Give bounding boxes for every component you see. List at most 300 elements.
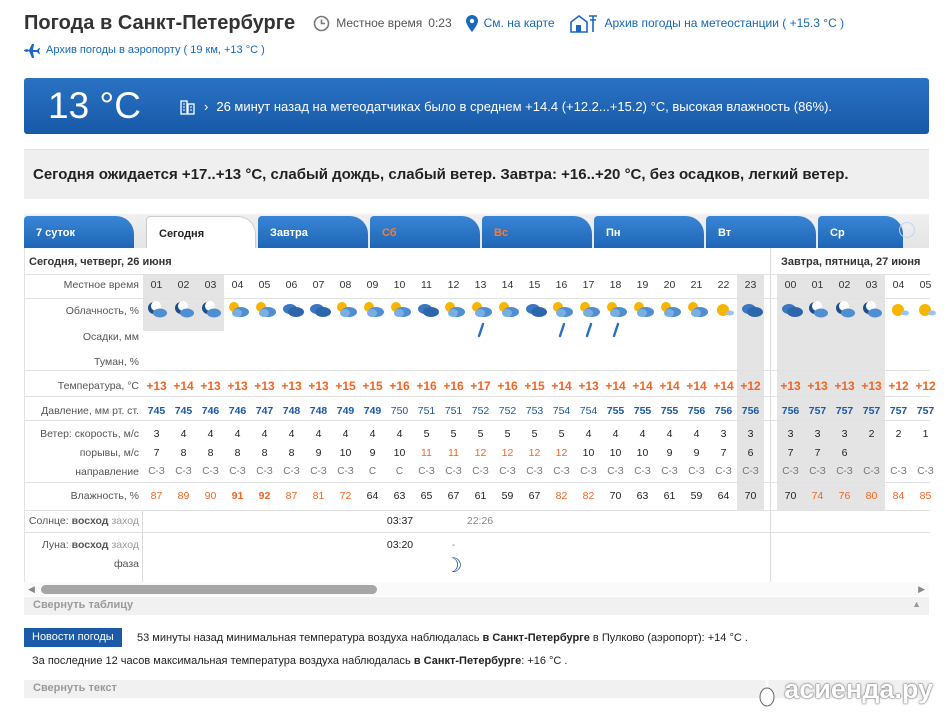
- weather-sun-partly-icon: [440, 300, 467, 320]
- weather-sun-partly-icon: [683, 300, 710, 320]
- humidity-cell: 63: [636, 490, 649, 502]
- hour-cell: 22: [717, 279, 730, 291]
- day-tabs: [24, 214, 929, 248]
- row-separator: [25, 482, 930, 483]
- sunrise-time: 03:37: [386, 515, 414, 527]
- direction-cell: С-З: [809, 466, 826, 477]
- hour-cell: 08: [339, 279, 352, 291]
- humidity-cell: 65: [420, 490, 433, 502]
- weather-sun-icon: [885, 300, 912, 320]
- label-sun: Солнце: восход заход: [28, 515, 139, 527]
- tab-5[interactable]: Пн: [594, 216, 704, 248]
- weather-moon-partly-icon: [170, 300, 197, 320]
- pressure-cell: 757: [889, 405, 908, 417]
- pressure-cell: 749: [336, 405, 355, 417]
- humidity-cell: 72: [339, 490, 352, 502]
- current-summary: 26 минут назад на метеодатчиках было в среднем +14.4 (+12.2...+15.2) °C, высокая влажность (86%).: [216, 98, 833, 114]
- gust-cell: 12: [474, 447, 487, 459]
- clock-icon: [313, 15, 330, 32]
- buildings-icon: [180, 98, 196, 114]
- collapse-up-icon: ▲: [912, 599, 921, 609]
- station-archive-wrap[interactable]: [569, 13, 845, 33]
- local-time-value: 0:23: [428, 16, 452, 30]
- hour-cell: 18: [609, 279, 622, 291]
- temp-cell: +13: [578, 379, 599, 393]
- humidity-cell: 84: [892, 490, 905, 502]
- weather-moon-partly-icon: [197, 300, 224, 320]
- direction-cell: С-З: [229, 466, 246, 477]
- gust-cell: 7: [814, 447, 821, 459]
- weather-sun-partly-icon: [332, 300, 359, 320]
- guitar-icon: [757, 675, 777, 707]
- hour-cell: 14: [501, 279, 514, 291]
- gust-cell: 8: [180, 447, 187, 459]
- direction-cell: С-З: [499, 466, 516, 477]
- humidity-cell: 82: [555, 490, 568, 502]
- table-scrollbar[interactable]: [24, 582, 929, 596]
- direction-cell: С-З: [634, 466, 651, 477]
- direction-cell: С-З: [553, 466, 570, 477]
- tab-3[interactable]: Сб: [370, 216, 480, 248]
- humidity-cell: 61: [474, 490, 487, 502]
- pressure-cell: 755: [633, 405, 652, 417]
- temp-cell: +14: [173, 379, 194, 393]
- collapse-text-label: Свернуть текст: [33, 682, 117, 694]
- current-temp: 13 °C: [48, 85, 141, 126]
- moon-phase-icon: ☽: [444, 555, 463, 577]
- direction-cell: С: [395, 466, 404, 477]
- humidity-cell: 87: [150, 490, 163, 502]
- wind-cell: 4: [342, 428, 349, 440]
- label-gusts: порывы, м/с: [79, 447, 139, 459]
- gust-cell: 12: [501, 447, 514, 459]
- gust-cell: 7: [153, 447, 160, 459]
- pressure-cell: 745: [174, 405, 193, 417]
- wind-cell: 4: [207, 428, 214, 440]
- tab-4[interactable]: Вс: [482, 216, 592, 248]
- hour-cell: 06: [285, 279, 298, 291]
- airport-archive[interactable]: [24, 43, 265, 57]
- direction-cell: С-З: [175, 466, 192, 477]
- temp-cell: +14: [551, 379, 572, 393]
- temp-cell: +16: [497, 379, 518, 393]
- row-separator: [25, 298, 930, 299]
- hour-cell: 09: [366, 279, 379, 291]
- label-time: Местное время: [63, 279, 139, 291]
- humidity-cell: 85: [919, 490, 932, 502]
- humidity-cell: 80: [865, 490, 878, 502]
- wind-cell: 5: [531, 428, 538, 440]
- direction-cell: С-З: [782, 466, 799, 477]
- weather-sun-partly-icon: [359, 300, 386, 320]
- humidity-cell: 70: [609, 490, 622, 502]
- humidity-cell: 87: [285, 490, 298, 502]
- gust-cell: 10: [339, 447, 352, 459]
- scrollbar-thumb[interactable]: [41, 585, 377, 594]
- humidity-cell: 67: [447, 490, 460, 502]
- weather-cloudy-icon: [305, 300, 332, 320]
- scroll-right-arrow-icon[interactable]: ▶: [918, 584, 925, 594]
- weather-moon-partly-icon: [143, 300, 170, 320]
- direction-cell: С-З: [917, 466, 934, 477]
- weather-moon-partly-icon: [858, 300, 885, 320]
- sunset-time: 22:26: [466, 515, 494, 527]
- wind-cell: 4: [369, 428, 376, 440]
- hour-cell: 02: [177, 279, 190, 291]
- label-phase: фаза: [113, 558, 139, 570]
- gust-cell: 10: [636, 447, 649, 459]
- temp-cell: +14: [605, 379, 626, 393]
- wind-cell: 4: [666, 428, 673, 440]
- rain-drop-icon: [467, 324, 494, 341]
- wind-cell: 5: [450, 428, 457, 440]
- tab-7[interactable]: Ср: [818, 216, 903, 248]
- wind-cell: 5: [558, 428, 565, 440]
- wind-cell: 5: [477, 428, 484, 440]
- humidity-cell: 70: [744, 490, 757, 502]
- tomorrow-label: Завтра, пятница, 27 июня: [781, 256, 921, 268]
- hour-cell: 16: [555, 279, 568, 291]
- gust-cell: 12: [555, 447, 568, 459]
- row-separator: [25, 510, 930, 511]
- direction-cell: С-З: [310, 466, 327, 477]
- wind-cell: 3: [814, 428, 821, 440]
- direction-cell: С: [368, 466, 377, 477]
- direction-cell: С-З: [445, 466, 462, 477]
- hour-cell: 11: [421, 279, 432, 291]
- temp-cell: +13: [308, 379, 329, 393]
- label-precip: Осадки, мм: [82, 331, 139, 343]
- weather-sun-partly-icon: [251, 300, 278, 320]
- weather-sun-partly-icon: [494, 300, 521, 320]
- tab-6[interactable]: Вт: [706, 216, 816, 248]
- label-wind: Ветер: скорость, м/с: [40, 428, 139, 440]
- label-dir: направление: [75, 466, 139, 478]
- pressure-cell: 757: [916, 405, 935, 417]
- row-separator: [25, 532, 930, 533]
- temp-cell: +13: [861, 379, 882, 393]
- wind-cell: 4: [612, 428, 619, 440]
- gust-cell: 8: [234, 447, 241, 459]
- weather-cloudy-icon: [737, 300, 764, 320]
- news-badge: Новости погоды: [24, 628, 122, 647]
- weather-cloudy-icon: [777, 300, 804, 320]
- humidity-cell: 63: [393, 490, 406, 502]
- rain-drop-icon: [575, 324, 602, 341]
- gust-cell: 8: [207, 447, 214, 459]
- humidity-cell: 59: [501, 490, 514, 502]
- gust-cell: 11: [448, 447, 459, 459]
- wind-cell: 4: [234, 428, 241, 440]
- humidity-cell: 89: [177, 490, 190, 502]
- temp-cell: +15: [335, 379, 356, 393]
- wind-cell: 3: [747, 428, 754, 440]
- forecast-summary: Сегодня ожидается +17..+13 °C, слабый дождь, слабый ветер. Завтра: +16..+20 °C, без осадков, легкий ветер.: [24, 149, 929, 199]
- airport-archive-link[interactable]: Архив погоды в аэропорту ( 19 км, +13 °C ): [46, 44, 265, 56]
- wind-cell: 4: [693, 428, 700, 440]
- direction-cell: С-З: [742, 466, 759, 477]
- pressure-cell: 753: [525, 405, 544, 417]
- wind-cell: 4: [315, 428, 322, 440]
- pressure-cell: 751: [417, 405, 436, 417]
- wind-cell: 4: [585, 428, 592, 440]
- pressure-cell: 756: [714, 405, 733, 417]
- hour-cell: 15: [528, 279, 541, 291]
- map-pin-icon: [466, 15, 478, 32]
- temp-cell: +14: [632, 379, 653, 393]
- local-time-label: Местное время: [336, 16, 423, 30]
- wind-cell: 5: [504, 428, 511, 440]
- temp-cell: +14: [659, 379, 680, 393]
- gust-cell: 7: [787, 447, 794, 459]
- temp-cell: +12: [888, 379, 909, 393]
- hour-cell: 20: [663, 279, 676, 291]
- pressure-cell: 756: [741, 405, 760, 417]
- weather-sun-partly-icon: [656, 300, 683, 320]
- airplane-icon: [24, 43, 40, 57]
- hour-cell: 05: [919, 279, 932, 291]
- hour-cell: 13: [474, 279, 487, 291]
- pressure-cell: 746: [228, 405, 247, 417]
- humidity-cell: 92: [258, 490, 271, 502]
- direction-cell: С-З: [202, 466, 219, 477]
- page-title: Погода в Санкт-Петербурге: [24, 11, 296, 34]
- collapse-table-label: Свернуть таблицу: [33, 599, 134, 611]
- current-weather-panel: [24, 78, 929, 134]
- temp-cell: +13: [227, 379, 248, 393]
- humidity-cell: 70: [784, 490, 797, 502]
- direction-cell: С-З: [580, 466, 597, 477]
- weather-sun-partly-icon: [467, 300, 494, 320]
- temp-cell: +14: [713, 379, 734, 393]
- direction-cell: С-З: [148, 466, 165, 477]
- gust-cell: 10: [393, 447, 406, 459]
- wind-cell: 3: [153, 428, 160, 440]
- label-fog: Туман, %: [94, 356, 139, 368]
- direction-cell: С-З: [890, 466, 907, 477]
- wind-cell: 4: [396, 428, 403, 440]
- weather-sun-partly-icon: [629, 300, 656, 320]
- humidity-cell: 61: [663, 490, 676, 502]
- hour-cell: 07: [312, 279, 325, 291]
- label-humid: Влажность, %: [70, 490, 139, 502]
- pressure-cell: 746: [201, 405, 220, 417]
- pressure-cell: 750: [390, 405, 409, 417]
- moonrise-time: 03:20: [386, 539, 414, 551]
- direction-cell: С-З: [256, 466, 273, 477]
- pressure-cell: 748: [282, 405, 301, 417]
- pressure-cell: 755: [606, 405, 625, 417]
- temp-cell: +17: [470, 379, 491, 393]
- hour-cell: 01: [150, 279, 163, 291]
- weather-cloudy-icon: [413, 300, 440, 320]
- current-arrow: ›: [204, 98, 209, 114]
- tab-1[interactable]: Сегодня: [146, 216, 256, 248]
- gust-cell: 12: [528, 447, 541, 459]
- temp-cell: +13: [780, 379, 801, 393]
- temp-cell: +13: [200, 379, 221, 393]
- direction-cell: С-З: [526, 466, 543, 477]
- rain-drop-icon: [548, 324, 575, 341]
- gust-cell: 10: [609, 447, 622, 459]
- wind-cell: 3: [720, 428, 727, 440]
- gust-cell: 9: [666, 447, 673, 459]
- wind-cell: 2: [895, 428, 902, 440]
- temp-cell: +13: [254, 379, 275, 393]
- humidity-cell: 90: [204, 490, 217, 502]
- pressure-cell: 752: [471, 405, 490, 417]
- map-link-wrap[interactable]: [466, 15, 555, 32]
- rain-drop-icon: [602, 324, 629, 341]
- pressure-cell: 754: [552, 405, 571, 417]
- direction-cell: С-З: [836, 466, 853, 477]
- humidity-cell: 74: [811, 490, 824, 502]
- weather-moon-partly-icon: [804, 300, 831, 320]
- gust-cell: 10: [582, 447, 595, 459]
- gust-cell: 9: [315, 447, 322, 459]
- weather-sun-icon: [710, 300, 737, 320]
- weather-moon-partly-icon: [831, 300, 858, 320]
- wind-cell: 4: [261, 428, 268, 440]
- weather-sun-partly-icon: [386, 300, 413, 320]
- pressure-cell: 748: [309, 405, 328, 417]
- temp-cell: +15: [362, 379, 383, 393]
- moonset-time: -: [451, 539, 456, 551]
- pressure-cell: 745: [147, 405, 166, 417]
- gust-cell: 8: [288, 447, 295, 459]
- label-cloud: Облачность, %: [65, 305, 139, 317]
- row-separator: [25, 396, 930, 397]
- weather-sun-partly-icon: [224, 300, 251, 320]
- hour-cell: 12: [447, 279, 460, 291]
- gust-cell: 7: [720, 447, 727, 459]
- forecast-table: [24, 248, 936, 582]
- temp-cell: +12: [915, 379, 936, 393]
- weather-sun-partly-icon: [602, 300, 629, 320]
- direction-cell: С-З: [715, 466, 732, 477]
- hour-cell: 02: [838, 279, 851, 291]
- station-archive-link[interactable]: Архив погоды на метеостанции ( +15.3 °C ): [604, 16, 845, 30]
- temp-cell: +13: [807, 379, 828, 393]
- direction-cell: С-З: [607, 466, 624, 477]
- wind-cell: 3: [841, 428, 848, 440]
- map-link[interactable]: См. на карте: [483, 16, 555, 30]
- row-separator: [25, 420, 930, 421]
- humidity-cell: 91: [231, 490, 244, 502]
- gust-cell: 11: [421, 447, 432, 459]
- humidity-cell: 76: [838, 490, 851, 502]
- humidity-cell: 67: [528, 490, 541, 502]
- direction-cell: С-З: [661, 466, 678, 477]
- wind-cell: 4: [639, 428, 646, 440]
- pressure-cell: 755: [660, 405, 679, 417]
- weather-cloudy-icon: [278, 300, 305, 320]
- help-icon[interactable]: ?: [899, 222, 915, 238]
- direction-cell: С-З: [688, 466, 705, 477]
- wind-cell: 1: [922, 428, 929, 440]
- collapse-table-button[interactable]: [24, 597, 929, 615]
- label-moon: Луна: восход заход: [41, 539, 139, 551]
- direction-cell: С-З: [472, 466, 489, 477]
- pressure-cell: 756: [687, 405, 706, 417]
- pressure-cell: 757: [862, 405, 881, 417]
- hour-cell: 23: [744, 279, 757, 291]
- temp-cell: +13: [281, 379, 302, 393]
- news-line-1: 53 минуты назад минимальная температура воздуха наблюдалась в Санкт-Петербурге в Пулково (аэропорт): +14 °C .: [137, 632, 748, 644]
- temp-cell: +15: [524, 379, 545, 393]
- hour-cell: 03: [204, 279, 217, 291]
- hour-cell: 21: [690, 279, 703, 291]
- humidity-cell: 64: [717, 490, 730, 502]
- scroll-left-arrow-icon[interactable]: ◀: [28, 584, 35, 594]
- tab-0[interactable]: 7 суток: [24, 216, 134, 248]
- hour-cell: 10: [393, 279, 406, 291]
- watermark: асиенда.ру: [757, 674, 933, 707]
- pressure-cell: 757: [835, 405, 854, 417]
- temp-cell: +16: [389, 379, 410, 393]
- gust-cell: 9: [693, 447, 700, 459]
- tab-2[interactable]: Завтра: [258, 216, 368, 248]
- page-header: [24, 10, 844, 36]
- label-pressure: Давление, мм рт. ст.: [41, 405, 139, 417]
- pressure-cell: 754: [579, 405, 598, 417]
- weather-sun-icon: [912, 300, 939, 320]
- gust-cell: 8: [261, 447, 268, 459]
- row-separator: [25, 370, 930, 371]
- wind-cell: 3: [787, 428, 794, 440]
- weather-sun-partly-icon: [575, 300, 602, 320]
- hour-cell: 17: [582, 279, 595, 291]
- temp-cell: +16: [443, 379, 464, 393]
- temp-cell: +12: [740, 379, 761, 393]
- row-separator: [25, 274, 930, 275]
- temp-cell: +13: [146, 379, 167, 393]
- hour-cell: 03: [865, 279, 878, 291]
- weather-sun-partly-icon: [548, 300, 575, 320]
- hour-cell: 01: [811, 279, 824, 291]
- direction-cell: С-З: [418, 466, 435, 477]
- pressure-cell: 757: [808, 405, 827, 417]
- pressure-cell: 751: [444, 405, 463, 417]
- gust-cell: 6: [841, 447, 848, 459]
- wind-cell: 5: [423, 428, 430, 440]
- direction-cell: С-З: [863, 466, 880, 477]
- weather-station-icon: [569, 13, 599, 33]
- hour-cell: 19: [636, 279, 649, 291]
- pressure-cell: 749: [363, 405, 382, 417]
- gust-cell: 9: [369, 447, 376, 459]
- hour-cell: 05: [258, 279, 271, 291]
- humidity-cell: 81: [312, 490, 325, 502]
- label-temp: Температура, °С: [57, 380, 139, 392]
- wind-cell: 2: [868, 428, 875, 440]
- gust-cell: 6: [747, 447, 754, 459]
- news-line-2: За последние 12 часов максимальная температура воздуха наблюдалась в Санкт-Петербурге: +16 °C .: [32, 655, 568, 667]
- direction-cell: С-З: [283, 466, 300, 477]
- today-label: Сегодня, четверг, 26 июня: [29, 256, 172, 268]
- weather-cloudy-icon: [521, 300, 548, 320]
- pressure-cell: 752: [498, 405, 517, 417]
- temp-cell: +14: [686, 379, 707, 393]
- humidity-cell: 82: [582, 490, 595, 502]
- hour-cell: 04: [892, 279, 905, 291]
- temp-cell: +16: [416, 379, 437, 393]
- humidity-cell: 59: [690, 490, 703, 502]
- humidity-cell: 64: [366, 490, 379, 502]
- wind-cell: 4: [180, 428, 187, 440]
- wind-cell: 4: [288, 428, 295, 440]
- pressure-cell: 756: [781, 405, 800, 417]
